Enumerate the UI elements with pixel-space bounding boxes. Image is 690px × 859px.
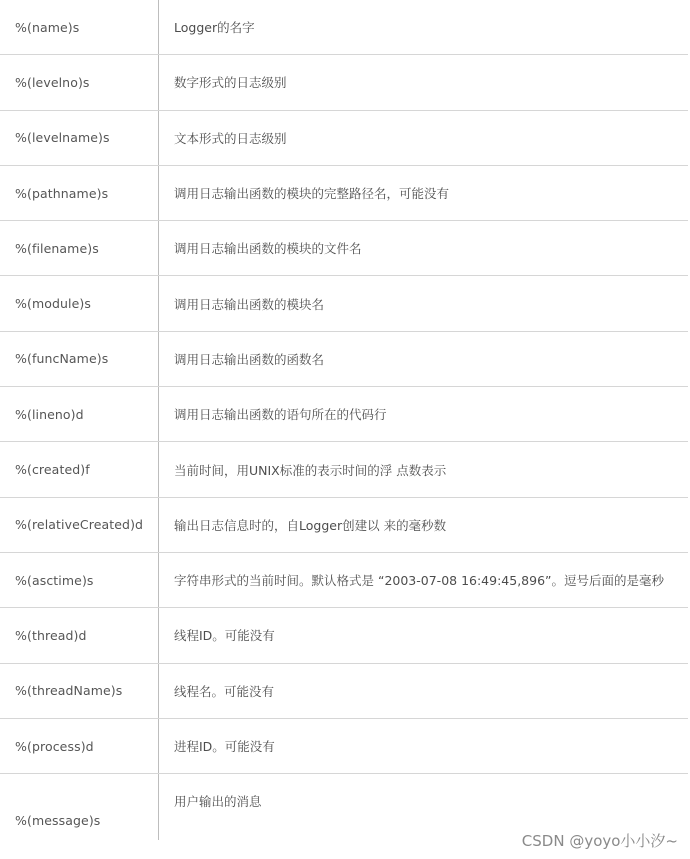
attribute-description: 调用日志输出函数的模块的完整路径名，可能没有	[174, 186, 450, 202]
attribute-description: 调用日志输出函数的语句所在的代码行	[174, 407, 387, 423]
table-row	[0, 664, 688, 719]
table-row	[0, 442, 688, 497]
attribute-description: 数字形式的日志级别	[174, 75, 287, 91]
table-row	[0, 276, 688, 331]
table-row	[0, 111, 688, 166]
attribute-key: %(process)d	[0, 719, 159, 773]
attribute-key: %(levelno)s	[0, 55, 159, 109]
attribute-description: 调用日志输出函数的模块名	[174, 296, 325, 312]
attribute-description: Logger的名字	[174, 20, 255, 36]
attribute-description: 进程ID。可能没有	[174, 739, 275, 754]
attribute-key: %(asctime)s	[0, 553, 159, 607]
attribute-key: %(module)s	[0, 276, 159, 330]
table-row	[0, 387, 688, 442]
attribute-description: 线程ID。可能没有	[174, 628, 275, 644]
table-row	[0, 221, 688, 276]
attribute-key: %(threadName)s	[0, 664, 159, 718]
attribute-description: 调用日志输出函数的函数名	[174, 351, 325, 367]
attribute-key: %(lineno)d	[0, 387, 159, 441]
attribute-key: %(funcName)s	[0, 332, 159, 386]
table-row	[0, 608, 688, 663]
attribute-description: 字符串形式的当前时间。默认格式是 “2003-07-08 16:49:45,896”。逗号后面的是毫秒	[174, 573, 665, 589]
table-row	[0, 166, 688, 221]
table-row	[0, 498, 688, 553]
attribute-description: 文本形式的日志级别	[174, 130, 287, 146]
attribute-key: %(message)s	[0, 774, 159, 840]
table-row	[0, 553, 688, 608]
attribute-key: %(filename)s	[0, 221, 159, 275]
attribute-key: %(thread)d	[0, 608, 159, 662]
attribute-key: %(relativeCreated)d	[0, 498, 159, 552]
attribute-description: 用户输出的消息	[174, 794, 262, 810]
attribute-key: %(pathname)s	[0, 166, 159, 220]
attribute-description: 当前时间，用UNIX标准的表示时间的浮 点数表示	[174, 462, 447, 478]
table-row	[0, 332, 688, 387]
attribute-description: 线程名。可能没有	[174, 683, 275, 699]
table-row	[0, 0, 688, 55]
table-row	[0, 719, 688, 774]
attribute-key: %(levelname)s	[0, 111, 159, 165]
attribute-key: %(created)f	[0, 442, 159, 496]
attribute-description: 调用日志输出函数的模块的文件名	[174, 241, 362, 257]
attribute-key: %(name)s	[0, 0, 159, 54]
table-row	[0, 55, 688, 110]
attribute-description: 输出日志信息时的，自Logger创建以 来的毫秒数	[174, 517, 447, 533]
watermark: CSDN @yoyo小小汐~	[521, 832, 678, 850]
